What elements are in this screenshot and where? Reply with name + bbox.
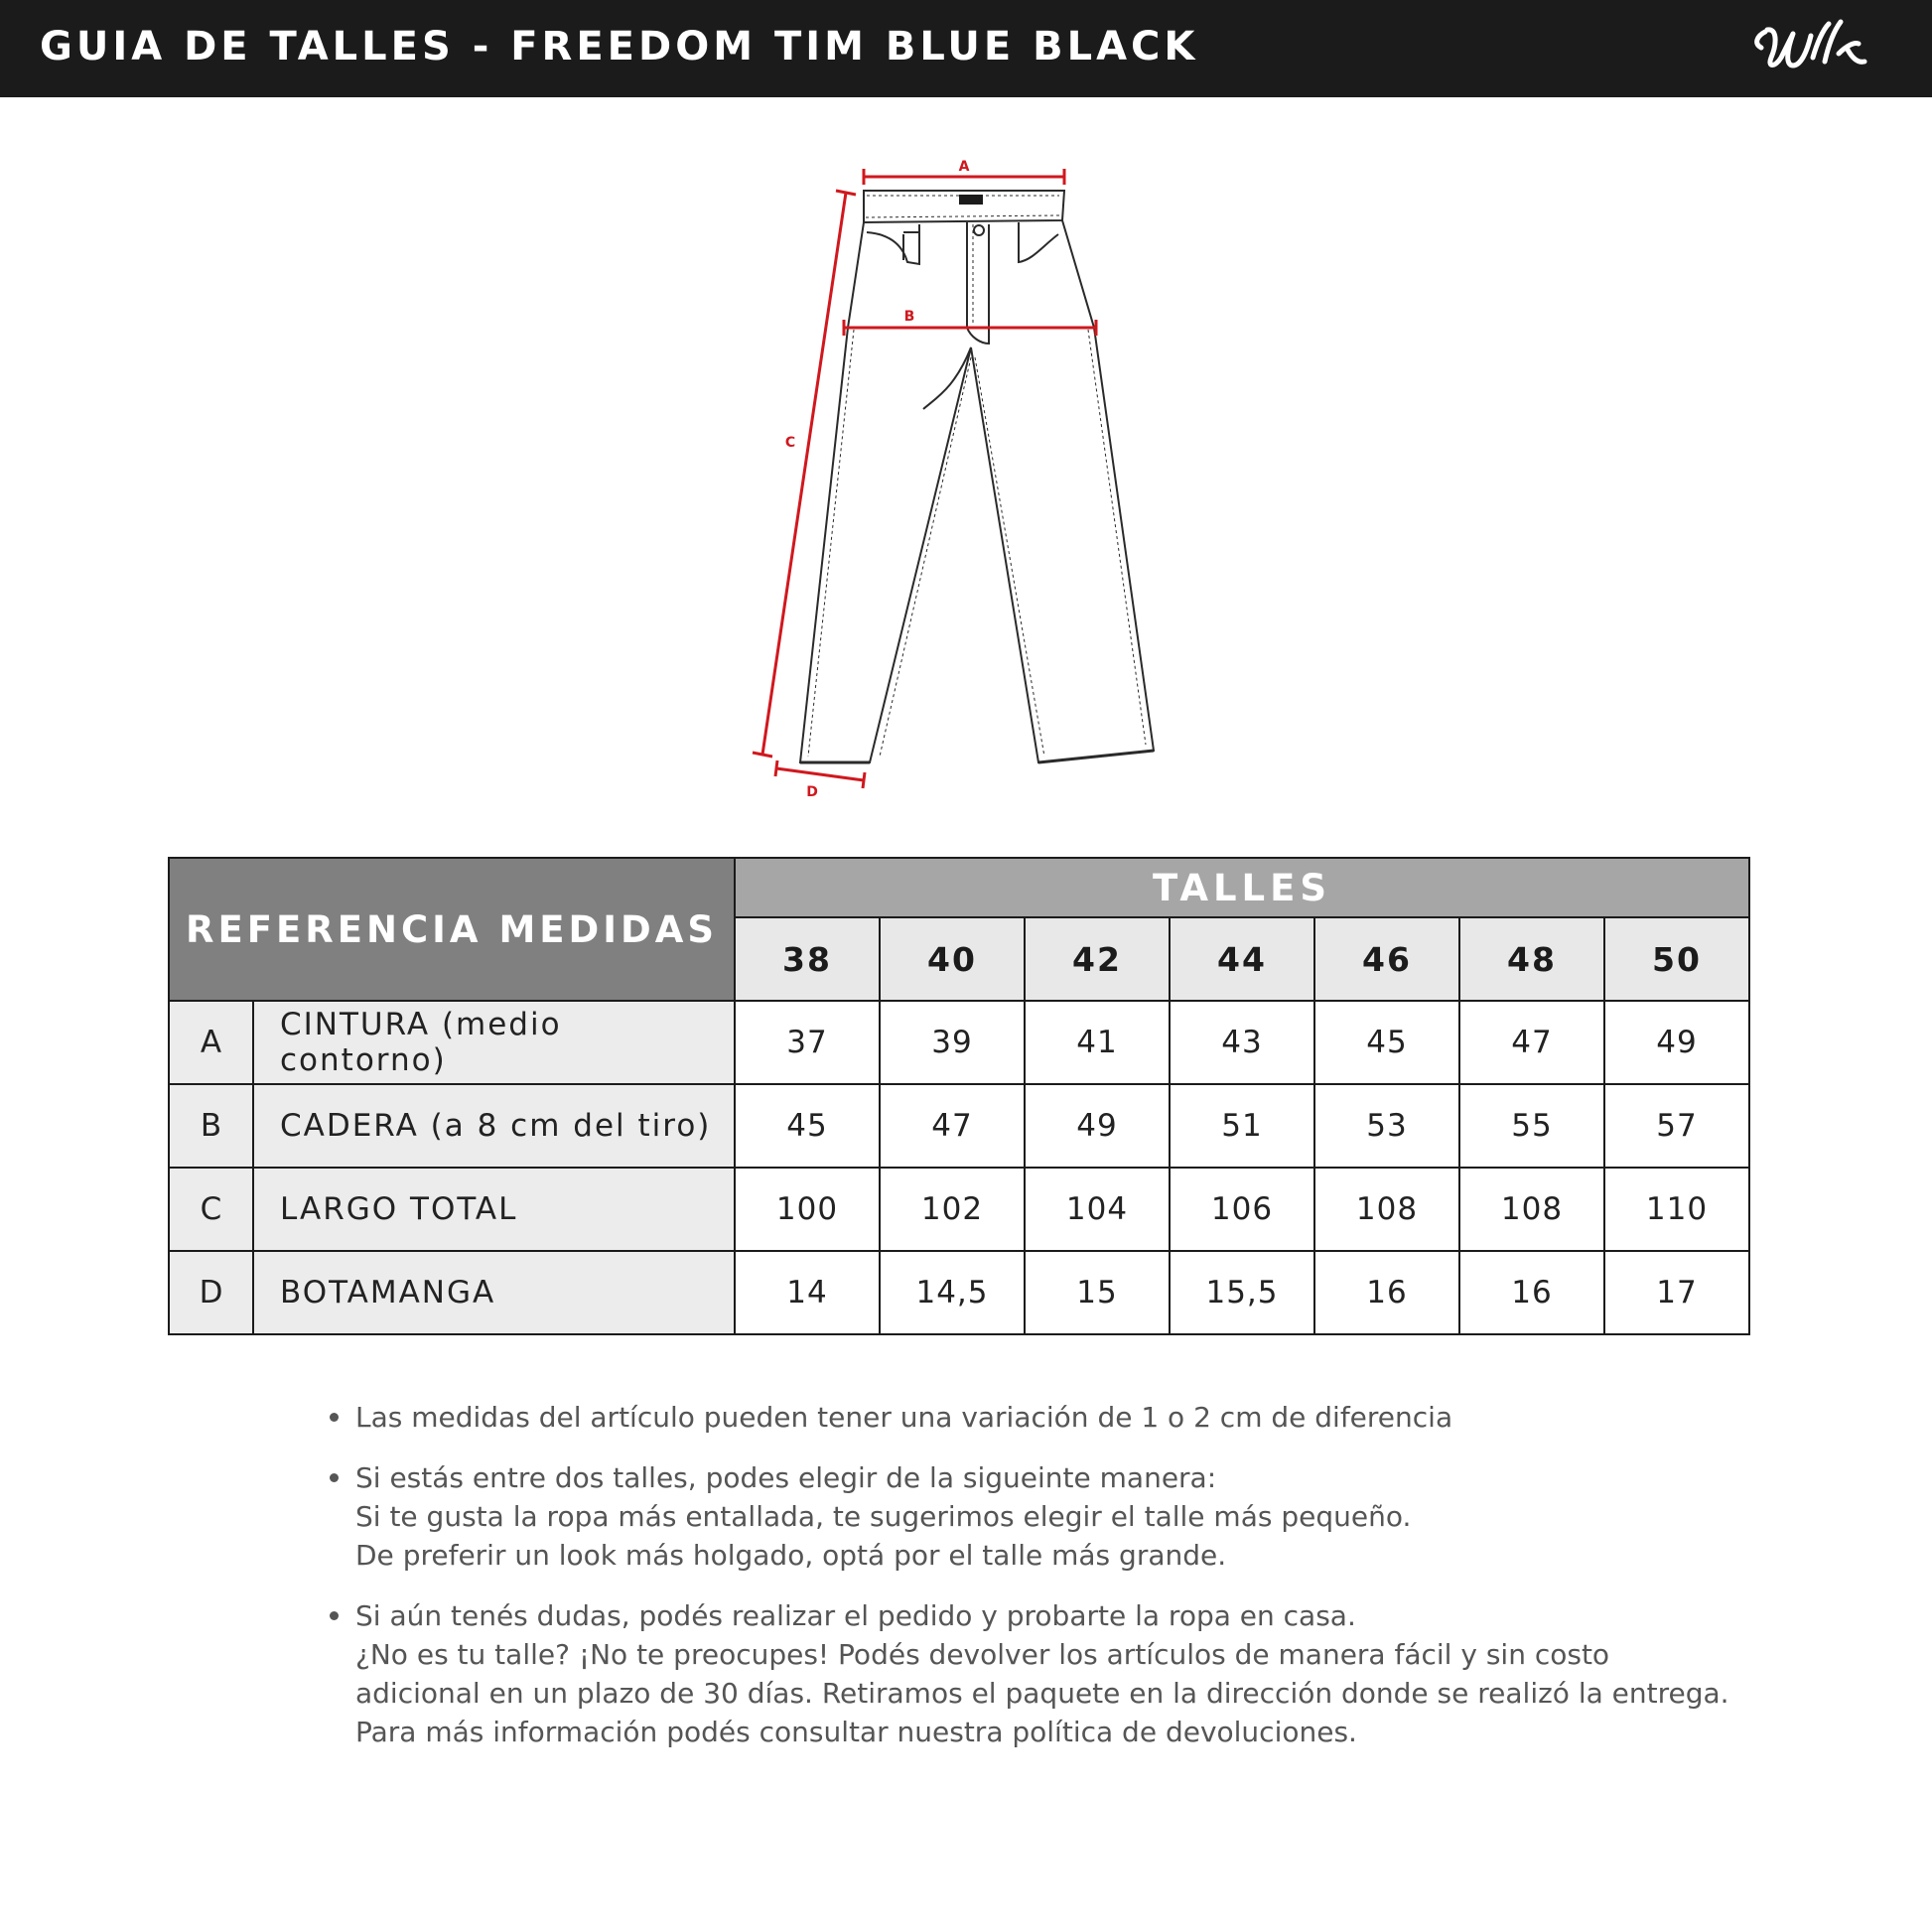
size-header-cell: 42 bbox=[1025, 917, 1170, 1001]
value-cell: 49 bbox=[1025, 1084, 1170, 1168]
size-header-cell: 40 bbox=[880, 917, 1025, 1001]
value-cell: 14,5 bbox=[880, 1251, 1025, 1334]
brand-name: Vulk bbox=[1747, 0, 1781, 18]
value-cell: 47 bbox=[1459, 1001, 1604, 1084]
value-cell: 102 bbox=[880, 1168, 1025, 1251]
value-cell: 53 bbox=[1314, 1084, 1459, 1168]
bullet-icon bbox=[330, 1473, 339, 1482]
value-cell: 15 bbox=[1025, 1251, 1170, 1334]
value-cell: 45 bbox=[1314, 1001, 1459, 1084]
measure-label-c: C bbox=[784, 435, 796, 451]
header-bar bbox=[0, 0, 1932, 97]
notes-list bbox=[328, 1398, 1817, 1773]
measure-label-a: A bbox=[958, 159, 970, 175]
value-cell: 100 bbox=[735, 1168, 880, 1251]
value-cell: 15,5 bbox=[1170, 1251, 1314, 1334]
value-cell: 57 bbox=[1604, 1084, 1749, 1168]
row-label: BOTAMANGA bbox=[253, 1251, 735, 1334]
value-cell: 16 bbox=[1314, 1251, 1459, 1334]
reference-header: REFERENCIA MEDIDAS bbox=[169, 858, 735, 1001]
row-letter: A bbox=[169, 1001, 253, 1084]
row-letter: D bbox=[169, 1251, 253, 1334]
value-cell: 106 bbox=[1170, 1168, 1314, 1251]
size-header-cell: 46 bbox=[1314, 917, 1459, 1001]
table-row bbox=[169, 1001, 1749, 1084]
page-title: GUIA DE TALLES - FREEDOM TIM BLUE BLACK bbox=[40, 24, 1199, 69]
value-cell: 43 bbox=[1170, 1001, 1314, 1084]
measure-label-b: B bbox=[903, 309, 915, 325]
measure-line-d bbox=[776, 768, 864, 780]
size-header-cell: 48 bbox=[1459, 917, 1604, 1001]
value-cell: 108 bbox=[1314, 1168, 1459, 1251]
value-cell: 41 bbox=[1025, 1001, 1170, 1084]
note-item bbox=[328, 1458, 1817, 1575]
brand-logo bbox=[1747, 0, 1896, 83]
table-row bbox=[169, 1251, 1749, 1334]
size-chart-table bbox=[168, 857, 1750, 1335]
value-cell: 37 bbox=[735, 1001, 880, 1084]
note-line: Para más información podés consultar nuestra política de devoluciones. bbox=[355, 1716, 1357, 1748]
pants-diagram bbox=[725, 149, 1201, 804]
note-line: Las medidas del artículo pueden tener una variación de 1 o 2 cm de diferencia bbox=[355, 1401, 1453, 1434]
note-item bbox=[328, 1596, 1817, 1751]
value-cell: 47 bbox=[880, 1084, 1025, 1168]
row-label: CINTURA (medio contorno) bbox=[253, 1001, 735, 1084]
value-cell: 16 bbox=[1459, 1251, 1604, 1334]
row-label: CADERA (a 8 cm del tiro) bbox=[253, 1084, 735, 1168]
note-line: Si te gusta la ropa más entallada, te sugerimos elegir el talle más pequeño. bbox=[355, 1500, 1412, 1533]
sizes-header: TALLES bbox=[735, 858, 1749, 917]
table-row bbox=[169, 1168, 1749, 1251]
row-label: LARGO TOTAL bbox=[253, 1168, 735, 1251]
value-cell: 108 bbox=[1459, 1168, 1604, 1251]
value-cell: 51 bbox=[1170, 1084, 1314, 1168]
value-cell: 49 bbox=[1604, 1001, 1749, 1084]
measurement-lines bbox=[753, 169, 1096, 788]
size-header-cell: 44 bbox=[1170, 917, 1314, 1001]
note-line: Si aún tenés dudas, podés realizar el pedido y probarte la ropa en casa. bbox=[355, 1599, 1356, 1632]
value-cell: 55 bbox=[1459, 1084, 1604, 1168]
value-cell: 14 bbox=[735, 1251, 880, 1334]
row-letter: B bbox=[169, 1084, 253, 1168]
bullet-icon bbox=[330, 1413, 339, 1422]
bullet-icon bbox=[330, 1611, 339, 1620]
measure-line-c bbox=[762, 193, 846, 755]
measure-label-d: D bbox=[806, 784, 818, 800]
pants-outline bbox=[800, 191, 1154, 762]
value-cell: 17 bbox=[1604, 1251, 1749, 1334]
note-line: De preferir un look más holgado, optá por el talle más grande. bbox=[355, 1539, 1227, 1572]
note-line: Si estás entre dos talles, podes elegir de la sigueinte manera: bbox=[355, 1461, 1217, 1494]
value-cell: 104 bbox=[1025, 1168, 1170, 1251]
value-cell: 45 bbox=[735, 1084, 880, 1168]
row-letter: C bbox=[169, 1168, 253, 1251]
note-line: adicional en un plazo de 30 días. Retiramos el paquete en la dirección donde se realizó la entrega. bbox=[355, 1677, 1729, 1710]
table-row bbox=[169, 1084, 1749, 1168]
note-line: ¿No es tu talle? ¡No te preocupes! Podés devolver los artículos de manera fácil y sin costo bbox=[355, 1638, 1610, 1671]
note-item bbox=[328, 1398, 1817, 1437]
value-cell: 39 bbox=[880, 1001, 1025, 1084]
size-header-cell: 50 bbox=[1604, 917, 1749, 1001]
size-header-cell: 38 bbox=[735, 917, 880, 1001]
value-cell: 110 bbox=[1604, 1168, 1749, 1251]
